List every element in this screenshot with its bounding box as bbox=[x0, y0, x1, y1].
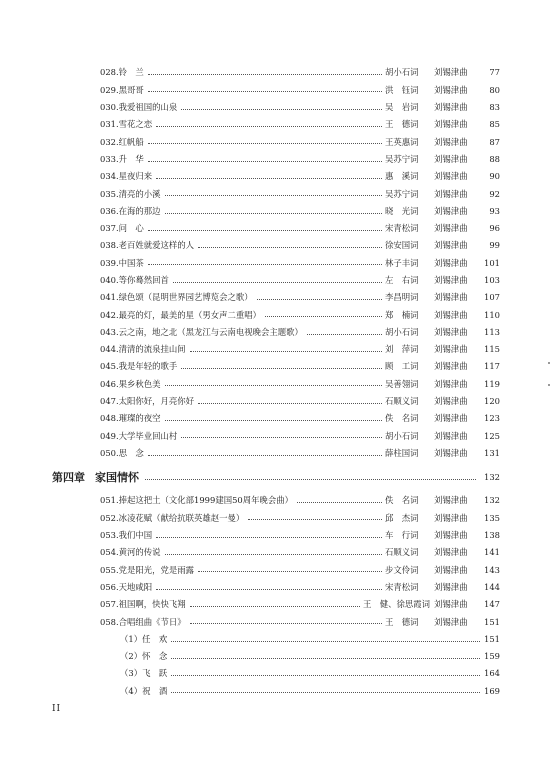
toc-entry bbox=[100, 492, 500, 509]
entry-page: 132 bbox=[484, 495, 500, 506]
toc-entry bbox=[100, 544, 500, 561]
leader-dots bbox=[171, 641, 480, 642]
composer-credit: 刘锡津曲 bbox=[434, 396, 468, 407]
composer-credit: 刘锡津曲 bbox=[434, 223, 468, 234]
entry-page: 123 bbox=[484, 413, 500, 424]
leader-dots bbox=[165, 554, 382, 555]
scan-mark bbox=[548, 384, 550, 386]
entry-title: 036.在海的那边 bbox=[100, 205, 161, 216]
leader-dots bbox=[181, 437, 382, 438]
leader-dots bbox=[198, 247, 382, 248]
leader-dots bbox=[145, 479, 476, 480]
lyricist-credit: 吴苏宁词 bbox=[385, 188, 419, 199]
composer-credit: 刘锡津曲 bbox=[434, 495, 468, 506]
toc-entry bbox=[100, 527, 500, 544]
lyricist-credit: 胡小石词 bbox=[385, 67, 419, 78]
composer-credit: 刘锡津曲 bbox=[434, 84, 468, 95]
lyricist-credit: 步文伶词 bbox=[385, 564, 419, 575]
entry-page: 141 bbox=[484, 547, 500, 558]
toc-entry bbox=[100, 272, 500, 289]
entry-page: 117 bbox=[484, 361, 500, 372]
composer-credit: 刘锡津曲 bbox=[434, 171, 468, 182]
composer-credit: 刘锡津曲 bbox=[434, 564, 468, 575]
composer-credit: 刘锡津曲 bbox=[434, 378, 468, 389]
lyricist-credit: 晓 光词 bbox=[385, 205, 419, 216]
composer-credit: 刘锡津曲 bbox=[434, 361, 468, 372]
entry-page: 115 bbox=[484, 344, 500, 355]
entry-title: 039.中国茶 bbox=[100, 257, 144, 268]
composer-credit: 刘锡津曲 bbox=[434, 581, 468, 592]
composer-credit: 刘锡津曲 bbox=[434, 616, 468, 627]
lyricist-credit: 王 德词 bbox=[385, 119, 419, 130]
composer-credit: 刘锡津曲 bbox=[434, 309, 468, 320]
composer-credit: 刘锡津曲 bbox=[434, 292, 468, 303]
leader-dots bbox=[307, 334, 382, 335]
toc-entry bbox=[100, 341, 500, 358]
entry-page: 101 bbox=[484, 257, 500, 268]
leader-dots bbox=[265, 316, 382, 317]
entry-page: 144 bbox=[484, 581, 500, 592]
composer-credit: 刘锡津曲 bbox=[434, 240, 468, 251]
composer-credit: 刘锡津曲 bbox=[434, 430, 468, 441]
entry-page: 138 bbox=[484, 530, 500, 541]
entry-page: 85 bbox=[489, 119, 500, 130]
entry-page: 99 bbox=[489, 240, 500, 251]
leader-dots bbox=[198, 403, 382, 404]
composer-credit: 刘锡津曲 bbox=[434, 119, 468, 130]
lyricist-credit: 邱 杰词 bbox=[385, 512, 419, 523]
entry-page: 113 bbox=[484, 326, 500, 337]
entry-title: 051.捧起这把土（文化部1999建国50周年晚会曲） bbox=[100, 495, 293, 506]
toc-entry bbox=[100, 596, 500, 613]
entry-page: 125 bbox=[484, 430, 500, 441]
composer-credit: 刘锡津曲 bbox=[434, 512, 468, 523]
chapter-heading bbox=[52, 468, 500, 486]
entry-title: 053.我们中国 bbox=[100, 530, 153, 541]
toc-subentry bbox=[100, 648, 500, 665]
chapter-number: 第四章 bbox=[52, 471, 85, 484]
entry-title: 046.果乡秋色美 bbox=[100, 378, 161, 389]
entry-title: 030.我爱祖国的山泉 bbox=[100, 102, 178, 113]
entry-title: （2）怀 念 bbox=[120, 651, 168, 662]
entry-title: 033.升 华 bbox=[100, 153, 144, 164]
lyricist-credit: 林子丰词 bbox=[385, 257, 419, 268]
entry-title: 034.星夜归来 bbox=[100, 171, 153, 182]
leader-dots bbox=[156, 178, 382, 179]
leader-dots bbox=[181, 368, 382, 369]
toc-entry bbox=[100, 410, 500, 427]
chapter-page: 132 bbox=[484, 472, 500, 482]
leader-dots bbox=[190, 351, 382, 352]
leader-dots bbox=[171, 675, 480, 676]
composer-credit: 刘锡津曲 bbox=[434, 599, 468, 610]
lyricist-credit: 宋青松词 bbox=[385, 581, 419, 592]
lyricist-credit: 李昌明词 bbox=[385, 292, 419, 303]
lyricist-credit: 佚 名词 bbox=[385, 495, 419, 506]
entry-page: 87 bbox=[489, 136, 500, 147]
entry-title: 049.大学毕业回山村 bbox=[100, 430, 178, 441]
page-folio: II bbox=[52, 704, 62, 714]
toc-entry bbox=[100, 116, 500, 133]
lyricist-credit: 车 行词 bbox=[385, 530, 419, 541]
leader-dots bbox=[257, 299, 382, 300]
entry-title: 052.冰凌花赋（献给抗联英雄赵一曼） bbox=[100, 512, 245, 523]
leader-dots bbox=[190, 606, 360, 607]
toc-entry bbox=[100, 306, 500, 323]
entry-title: 042.最亮的灯，最美的星（男女声二重唱） bbox=[100, 309, 262, 320]
entry-title: 037.问 心 bbox=[100, 223, 144, 234]
entry-page: 119 bbox=[484, 378, 500, 389]
entry-page: 88 bbox=[489, 153, 500, 164]
entry-title: 041.绿色颂（昆明世界园艺博览会之歌） bbox=[100, 292, 253, 303]
entry-page: 143 bbox=[484, 564, 500, 575]
chapter-title: 家国情怀 bbox=[95, 471, 139, 484]
toc-entry bbox=[100, 578, 500, 595]
toc-entry bbox=[100, 220, 500, 237]
entry-page: 83 bbox=[489, 102, 500, 113]
entry-title: 047.太阳你好，月亮你好 bbox=[100, 396, 195, 407]
leader-dots bbox=[171, 658, 480, 659]
lyricist-credit: 石顺义词 bbox=[385, 396, 419, 407]
toc-entry bbox=[100, 133, 500, 150]
entry-page: 151 bbox=[484, 616, 500, 627]
composer-credit: 刘锡津曲 bbox=[434, 547, 468, 558]
lyricist-credit: 佚 名词 bbox=[385, 413, 419, 424]
entry-title: 048.璀璨的夜空 bbox=[100, 413, 161, 424]
leader-dots bbox=[165, 385, 382, 386]
lyricist-credit: 王英惠词 bbox=[385, 136, 419, 147]
leader-dots bbox=[165, 213, 382, 214]
entry-page: 131 bbox=[484, 447, 500, 458]
leader-dots bbox=[148, 230, 382, 231]
entry-title: 058.合唱组曲《节日》 bbox=[100, 616, 186, 627]
leader-dots bbox=[171, 692, 480, 693]
composer-credit: 刘锡津曲 bbox=[434, 205, 468, 216]
entry-title: 050.思 念 bbox=[100, 447, 144, 458]
lyricist-credit: 吴苏宁词 bbox=[385, 153, 419, 164]
composer-credit: 刘锡津曲 bbox=[434, 257, 468, 268]
lyricist-credit: 石顺义词 bbox=[385, 547, 419, 558]
composer-credit: 刘锡津曲 bbox=[434, 530, 468, 541]
lyricist-credit: 刘 萍词 bbox=[385, 344, 419, 355]
lyricist-credit: 胡小石词 bbox=[385, 430, 419, 441]
entry-page: 103 bbox=[484, 275, 500, 285]
entry-title: 031.雪花之恋 bbox=[100, 119, 153, 130]
entry-title: 055.党是阳光，党是雨露 bbox=[100, 564, 195, 575]
lyricist-credit: 左 右词 bbox=[385, 275, 419, 285]
toc-entry bbox=[100, 509, 500, 526]
entry-title: 056.天地咸阳 bbox=[100, 581, 153, 592]
composer-credit: 刘锡津曲 bbox=[434, 447, 468, 458]
toc-entry bbox=[100, 358, 500, 375]
entry-title: 028.铃 兰 bbox=[100, 67, 144, 78]
entry-title: （3）飞 跃 bbox=[120, 668, 168, 679]
toc-entry bbox=[100, 202, 500, 219]
toc-entry bbox=[100, 99, 500, 116]
leader-dots bbox=[148, 264, 382, 265]
entry-page: 151 bbox=[484, 633, 500, 644]
composer-credit: 刘锡津曲 bbox=[434, 326, 468, 337]
toc-subentry bbox=[100, 665, 500, 682]
composer-credit: 刘锡津曲 bbox=[434, 67, 468, 78]
scan-mark bbox=[548, 362, 550, 364]
toc-entry bbox=[100, 323, 500, 340]
toc-entry bbox=[100, 393, 500, 410]
toc-entry bbox=[100, 81, 500, 98]
composer-credit: 刘锡津曲 bbox=[434, 102, 468, 113]
leader-dots bbox=[297, 502, 382, 503]
entry-page: 93 bbox=[489, 205, 500, 216]
toc-subentry bbox=[100, 630, 500, 647]
composer-credit: 刘锡津曲 bbox=[434, 153, 468, 164]
entry-title: 043.云之南，地之北（黑龙江与云南电视晚会主题歌） bbox=[100, 326, 303, 337]
lyricist-credit: 洪 钰词 bbox=[385, 84, 419, 95]
entry-title: 040.等你蓦然回首 bbox=[100, 275, 169, 285]
entry-title: 029.黑哥哥 bbox=[100, 84, 144, 95]
composer-credit: 刘锡津曲 bbox=[434, 136, 468, 147]
toc-entry bbox=[100, 561, 500, 578]
leader-dots bbox=[181, 109, 382, 110]
toc-entry bbox=[100, 64, 500, 81]
composer-credit: 刘锡津曲 bbox=[434, 344, 468, 355]
entry-page: 92 bbox=[489, 188, 500, 199]
composer-credit: 刘锡津曲 bbox=[434, 275, 468, 285]
lyricist-credit: 宋青松词 bbox=[385, 223, 419, 234]
leader-dots bbox=[165, 195, 382, 196]
lyricist-credit: 王 健、徐思霞词 bbox=[363, 599, 430, 610]
entry-page: 159 bbox=[484, 651, 500, 662]
toc-entry bbox=[100, 375, 500, 392]
leader-dots bbox=[173, 282, 382, 283]
toc-entry bbox=[100, 613, 500, 630]
leader-dots bbox=[148, 74, 382, 75]
entry-title: 054.黄河的传说 bbox=[100, 547, 161, 558]
entry-page: 169 bbox=[484, 685, 500, 696]
entry-page: 80 bbox=[489, 84, 500, 95]
entry-page: 120 bbox=[484, 396, 500, 407]
entry-page: 135 bbox=[484, 512, 500, 523]
entry-page: 90 bbox=[489, 171, 500, 182]
toc-entry bbox=[100, 445, 500, 462]
toc-entry bbox=[100, 150, 500, 167]
lyricist-credit: 徐安国词 bbox=[385, 240, 419, 251]
toc-entry bbox=[100, 427, 500, 444]
lyricist-credit: 胡小石词 bbox=[385, 326, 419, 337]
leader-dots bbox=[148, 161, 382, 162]
lyricist-credit: 惠 溪词 bbox=[385, 171, 419, 182]
entry-title: 035.清亮的小溪 bbox=[100, 188, 161, 199]
lyricist-credit: 郑 楠词 bbox=[385, 309, 419, 320]
leader-dots bbox=[165, 420, 382, 421]
entry-page: 110 bbox=[484, 309, 500, 320]
toc-entry bbox=[100, 254, 500, 271]
entry-page: 147 bbox=[484, 599, 500, 610]
composer-credit: 刘锡津曲 bbox=[434, 188, 468, 199]
toc-section-2 bbox=[100, 492, 500, 700]
leader-dots bbox=[148, 91, 382, 92]
lyricist-credit: 吴善翎词 bbox=[385, 378, 419, 389]
toc-section-1 bbox=[100, 64, 500, 462]
lyricist-credit: 王 德词 bbox=[385, 616, 419, 627]
toc-entry bbox=[100, 168, 500, 185]
entry-title: 044.清清的流泉挂山间 bbox=[100, 344, 186, 355]
entry-page: 107 bbox=[484, 292, 500, 303]
entry-title: 045.我是年轻的歌手 bbox=[100, 361, 178, 372]
entry-title: （1）任 欢 bbox=[120, 633, 168, 644]
leader-dots bbox=[148, 143, 382, 144]
leader-dots bbox=[148, 455, 382, 456]
lyricist-credit: 薛柱国词 bbox=[385, 447, 419, 458]
leader-dots bbox=[156, 537, 382, 538]
leader-dots bbox=[190, 623, 382, 624]
entry-title: 038.老百姓就爱这样的人 bbox=[100, 240, 195, 251]
toc-subentry bbox=[100, 682, 500, 699]
toc-entry bbox=[100, 185, 500, 202]
entry-page: 164 bbox=[484, 668, 500, 679]
toc-entry bbox=[100, 237, 500, 254]
leader-dots bbox=[156, 126, 382, 127]
entry-page: 96 bbox=[489, 223, 500, 234]
leader-dots bbox=[248, 519, 382, 520]
entry-page: 77 bbox=[489, 67, 500, 78]
leader-dots bbox=[156, 589, 382, 590]
lyricist-credit: 吴 岩词 bbox=[385, 102, 419, 113]
lyricist-credit: 顾 工词 bbox=[385, 361, 419, 372]
composer-credit: 刘锡津曲 bbox=[434, 413, 468, 424]
leader-dots bbox=[198, 571, 382, 572]
entry-title: 032.红帆船 bbox=[100, 136, 144, 147]
entry-title: （4）祝 酒 bbox=[120, 685, 168, 696]
toc-entry bbox=[100, 289, 500, 306]
entry-title: 057.祖国啊，快快飞翔 bbox=[100, 599, 186, 610]
